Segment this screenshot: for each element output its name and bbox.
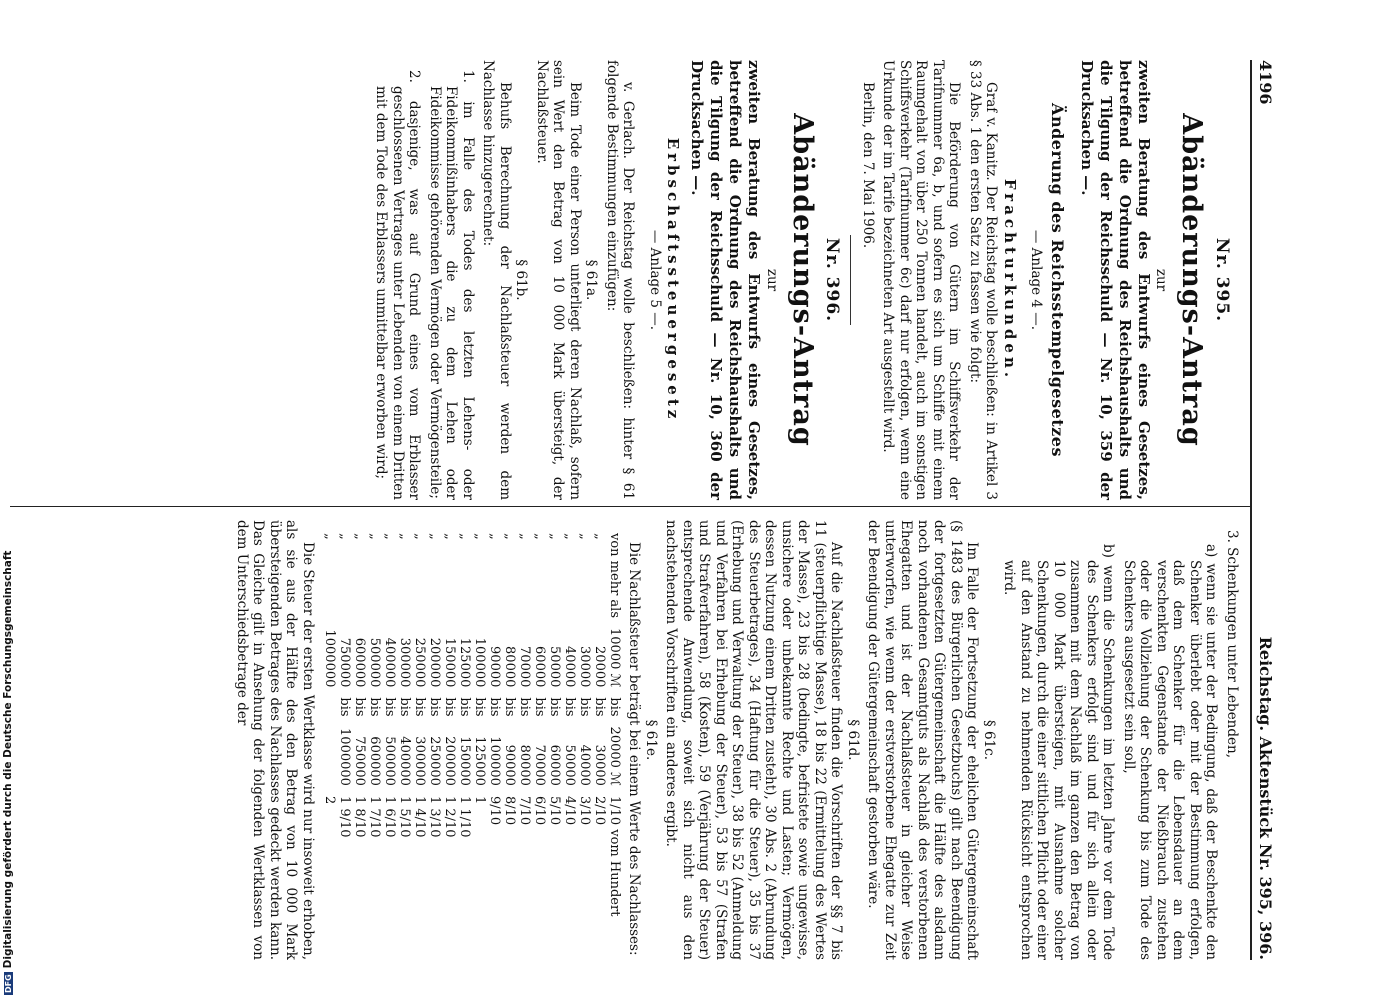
table-row xyxy=(517,528,532,921)
row-prefix: „ xyxy=(337,533,352,540)
row-rate: 1 8/10 xyxy=(352,795,367,838)
nr396-law: Erbschaftssteuergesetz xyxy=(664,137,683,423)
row-prefix: „ xyxy=(367,533,382,540)
row-rate: 5/10 xyxy=(547,795,562,826)
row-rate: 1 xyxy=(472,795,487,805)
table-row xyxy=(367,528,382,921)
table-row xyxy=(337,528,352,921)
row-rate: 1 9/10 xyxy=(337,795,352,838)
list-item: 1. im Falle des Todes des letzten Lehens- oder Fideikommißinhabers die zu dem Lehen oder Fideikommisse gehörenden Vermögen oder Vermögensteile; xyxy=(427,70,476,500)
table-row xyxy=(547,528,562,921)
column-divider xyxy=(10,506,1250,507)
nr396-anlage: — Anlage 5 —. xyxy=(647,229,663,331)
row-rate: 6/10 xyxy=(532,795,547,826)
row-rate: 1 4/10 xyxy=(412,795,427,838)
row-rate: 1 2/10 xyxy=(442,795,457,838)
row-prefix: „ xyxy=(502,533,517,540)
row-from: 750000 xyxy=(337,637,352,688)
row-bis: bis xyxy=(562,697,577,717)
row-to: 150000 xyxy=(457,736,472,786)
row-rate: 1 6/10 xyxy=(382,795,397,838)
row-rate: 2/10 xyxy=(592,795,607,826)
row-prefix: „ xyxy=(412,533,427,540)
row-to: 70000 xyxy=(532,744,547,786)
row-from: 90000 xyxy=(487,646,502,688)
row-prefix: von mehr als xyxy=(607,533,622,618)
table-row xyxy=(532,528,547,921)
nr395-subtitle: zweiten Beratung des Entwurfs eines Gesetzes, betreffend die Ordnung des Reichshaushalts und die Tilgung der Reichsschuld — Nr. 10, 359 der Drucksachen —. xyxy=(1078,60,1153,500)
row-rate: 7/10 xyxy=(517,795,532,826)
row-bis: bis xyxy=(352,697,367,717)
row-to: 200000 xyxy=(442,736,457,786)
row-from: 1000000 xyxy=(322,629,337,688)
row-from: 20000 xyxy=(592,646,607,688)
row-to: 30000 xyxy=(592,744,607,786)
p61d-text: Auf die Nachlaßsteuer finden die Vorschriften der §§ 7 bis 11 (steuerpflichtige Masse), 18 bis 22 (Ermittelung des Wertes der Masse), 23 bis 28 (bedingte, befristete sowie ungewisse, unsichere oder unbekannte Rechte und Lasten; Vermögen, dessen Nutzung einem Dritten zusteht), 30 Abs. 2 (Abrundung des Steuerbetrages), 34 (Haftung für die Steuer), 35 bis 37 (Erhebung und Verwaltung der Steuer), 38 bis 52 (Anmeldung und Verfahren bei Erhebung der Steuer), 53 bis 57 (Strafen und Strafverfahren), 58 (Kosten), 59 (Verjährung der Steuer) entsprechende Anwendung, soweit sich nicht aus den nachstehenden Vorschriften ein anderes ergibt. xyxy=(663,520,845,960)
row-rate: 2 xyxy=(322,795,337,805)
p61d-heading: § 61d. xyxy=(845,719,861,761)
row-to: 20000 ℳ xyxy=(607,726,622,786)
row-prefix: „ xyxy=(577,533,592,540)
row-bis xyxy=(322,692,337,721)
row-from: 50000 xyxy=(547,646,562,688)
row-prefix: „ xyxy=(562,533,577,540)
row-to: 400000 xyxy=(397,736,412,786)
row-rate: 1 7/10 xyxy=(367,795,382,838)
row-bis: bis xyxy=(607,697,622,717)
nr395-zur: zur xyxy=(1153,268,1170,292)
item3b: b) wenn die Schenkungen im letzten Jahre vor dem Tode des Schenkers erfolgt sind und für sich allein oder zusammen mit dem Nachlaß im ganzen den Betrag von 10 000 Mark übersteigen, mit Ausnahme solcher Schenkungen, durch die einer sittlichen Pflicht oder einer auf den Anstand zu nehmenden Rücksicht entsprochen wird. xyxy=(1001,544,1117,960)
table-row xyxy=(607,528,622,921)
row-prefix: „ xyxy=(397,533,412,540)
item3-block xyxy=(1224,520,1241,960)
table-row xyxy=(502,528,517,921)
right-column xyxy=(230,520,1241,960)
table-row xyxy=(352,528,367,921)
row-bis: bis xyxy=(472,697,487,717)
row-to: 60000 xyxy=(547,744,562,786)
row-from: 500000 xyxy=(367,637,382,688)
row-from: 300000 xyxy=(397,637,412,688)
row-rate: 8/10 xyxy=(502,795,517,826)
row-from: 250000 xyxy=(412,637,427,688)
page-header xyxy=(1253,60,1275,960)
p61e-heading: § 61e. xyxy=(643,719,659,761)
nr396-zur: zur xyxy=(764,268,780,292)
row-from: 10000 ℳ xyxy=(607,628,622,688)
row-bis: bis xyxy=(517,697,532,717)
row-rate: 1 3/10 xyxy=(427,795,442,838)
p61b-list xyxy=(373,60,476,500)
row-from: 600000 xyxy=(352,637,367,688)
row-to: 500000 xyxy=(382,736,397,786)
nr396-number: Nr. 396. xyxy=(822,237,843,323)
p61a-text: Beim Tode einer Person unterliegt deren Nachlaß, sofern sein Wert den Betrag von 10 000 Mark übersteigt, der Nachlaßsteuer. xyxy=(534,60,583,500)
nr395-section: Frachturkunden. xyxy=(1001,178,1019,382)
row-from: 400000 xyxy=(382,637,397,688)
row-to xyxy=(322,722,337,791)
row-to: 600000 xyxy=(367,736,382,786)
row-prefix: „ xyxy=(457,533,472,540)
row-from: 40000 xyxy=(562,646,577,688)
row-rate: 3/10 xyxy=(577,795,592,826)
row-from: 30000 xyxy=(577,646,592,688)
funding-credit-text: Digitalisierung gefördert durch die Deutsche Forschungsgemeinschaft xyxy=(2,550,14,969)
row-bis: bis xyxy=(592,697,607,717)
row-bis: bis xyxy=(487,697,502,717)
row-rate: 1 5/10 xyxy=(397,795,412,838)
row-bis: bis xyxy=(337,697,352,717)
row-rate: 1/10 vom Hundert xyxy=(607,795,622,917)
table-row xyxy=(577,528,592,921)
row-to: 90000 xyxy=(502,744,517,786)
nr395-law: Änderung des Reichsstempelgesetzes xyxy=(1048,103,1067,457)
row-to: 100000 xyxy=(487,736,502,786)
row-prefix: „ xyxy=(592,533,607,540)
row-prefix: „ xyxy=(532,533,547,540)
row-prefix: „ xyxy=(487,533,502,540)
row-from: 60000 xyxy=(532,646,547,688)
row-bis: bis xyxy=(577,697,592,717)
table-row xyxy=(427,528,442,921)
table-row xyxy=(382,528,397,921)
row-prefix: „ xyxy=(472,533,487,540)
p61c-heading: § 61c. xyxy=(981,719,997,761)
row-prefix: „ xyxy=(322,533,337,540)
nr395-number: Nr. 395. xyxy=(1212,237,1232,323)
left-column xyxy=(369,60,1240,500)
section-rule xyxy=(851,235,852,325)
table-row xyxy=(412,528,427,921)
p61b-heading: § 61b. xyxy=(513,259,530,301)
row-from: 125000 xyxy=(457,637,472,688)
row-prefix: „ xyxy=(427,533,442,540)
row-from: 80000 xyxy=(502,646,517,688)
nr395-text: Die Beförderung von Gütern im Schiffsverkehr der Tarifnummer 6a, b, und sofern es sich um Schiffe mit einem Raumgehalt von über 250 Tonnen handelt, auch im sonstigen Schiffsverkehr (Tarifnummer 6c) darf nur erfolgen, wenn eine Urkunde der im Tarife bezeichneten Art ausgestellt wird. xyxy=(880,60,963,500)
row-to: 250000 xyxy=(427,736,442,786)
row-to: 50000 xyxy=(562,744,577,786)
item3-sublist xyxy=(1001,520,1220,960)
nr396-subtitle: zweiten Beratung des Entwurfs eines Gesetzes, betreffend die Ordnung des Reichshaushalts und die Tilgung der Reichsschuld — Nr. 10, 360 der Drucksachen —. xyxy=(688,60,764,500)
item3: 3. Schenkungen unter Lebenden, xyxy=(1224,530,1240,758)
row-prefix: „ xyxy=(382,533,397,540)
nr396-intro: v. Gerlach. Der Reichstag wolle beschließen: hinter § 61 folgende Bestimmungen einzufügen: xyxy=(604,60,637,500)
nr395-title: Abänderungs-Antrag xyxy=(1176,113,1208,447)
p61e-text: Die Nachlaßsteuer beträgt bei einem Werte des Nachlasses: xyxy=(626,542,643,956)
header-rule xyxy=(1250,60,1252,960)
row-from: 150000 xyxy=(442,637,457,688)
row-to: 40000 xyxy=(577,744,592,786)
row-bis: bis xyxy=(532,697,547,717)
row-bis: bis xyxy=(412,697,427,717)
row-bis: bis xyxy=(547,697,562,717)
table-row xyxy=(442,528,457,921)
row-bis: bis xyxy=(502,697,517,717)
row-bis: bis xyxy=(427,697,442,717)
row-to: 80000 xyxy=(517,744,532,786)
final-text: Die Steuer der ersten Wertklasse wird nur insoweit erhoben, als sie aus der Hälfte des den Betrag von 10 000 Mark übersteigenden Betrages des Nachlasses gedeckt werden kann. Das Gleiche gilt in Ansehung der folgenden Wertklassen von dem Unterschiedsbetrage der xyxy=(234,520,316,960)
row-rate: 1 1/10 xyxy=(457,795,472,838)
p61c-text: Im Falle der Fortsetzung der ehelichen Gütergemeinschaft (§ 1483 des Bürgerlichen Gesetzbuchs) gilt nach Beendigung der fortgesetzten Gütergemeinschaft die Hälfte des alsdann noch vorhandenen Gesamtguts als Nachlaß des verstorbenen Ehegatten und ist der Nachlaßsteuer in gleicher Weise unterworfen, wie wenn der erstverstorbene Ehegatte zur Zeit der Beendigung der Gütergemeinschaft gestorben wäre. xyxy=(865,520,981,960)
row-bis: bis xyxy=(457,697,472,717)
row-from: 100000 xyxy=(472,637,487,688)
table-row xyxy=(592,528,607,921)
row-bis: bis xyxy=(442,697,457,717)
item3a: a) wenn sie unter der Bedingung, daß der Beschenkte den Schenker überlebt oder mit der Bestimmung erfolgen, daß dem Schenker für die Lebensdauer an dem verschenkten Gegenstande der Nießbrauch zustehen oder die Vollziehung der Schenkung bis zum Tode des Schenkers ausgesetzt sein soll, xyxy=(1121,544,1220,960)
nr396-title: Abänderungs-Antrag xyxy=(787,113,818,447)
row-to: 125000 xyxy=(472,736,487,786)
dfg-logo: DFG xyxy=(4,974,13,993)
tax-table xyxy=(322,528,622,921)
row-to: 750000 xyxy=(352,736,367,786)
table-row xyxy=(322,528,337,921)
nr395-intro: Graf v. Kanitz. Der Reichstag wolle beschließen: in Artikel 3 § 33 Abs. 1 den ersten Satz zu fassen wie folgt: xyxy=(967,60,1000,500)
row-rate: 4/10 xyxy=(562,795,577,826)
row-prefix: „ xyxy=(442,533,457,540)
nr395-date: Berlin, den 7. Mai 1906. xyxy=(860,82,876,249)
table-row xyxy=(487,528,502,921)
row-rate: 9/10 xyxy=(487,795,502,826)
row-prefix: „ xyxy=(352,533,367,540)
row-prefix: „ xyxy=(547,533,562,540)
row-to: 1000000 xyxy=(337,728,352,786)
row-bis: bis xyxy=(367,697,382,717)
row-bis: bis xyxy=(397,697,412,717)
table-row xyxy=(457,528,472,921)
row-from: 70000 xyxy=(517,646,532,688)
table-row xyxy=(472,528,487,921)
row-prefix: „ xyxy=(517,533,532,540)
row-from: 200000 xyxy=(427,637,442,688)
running-title: Reichstag. Aktenstück Nr. 395, 396. xyxy=(1256,636,1275,960)
row-bis: bis xyxy=(382,697,397,717)
list-item: 2. dasjenige, was auf Grund eines vom Erblasser geschlossenen Vertrages unter Lebenden von einem Dritten mit dem Tode des Erblassers unmittelbar erworben wird; xyxy=(373,70,423,500)
p61b-text: Behufs Berechnung der Nachlaßsteuer werden dem Nachlasse hinzugerechnet: xyxy=(480,60,513,500)
p61a-heading: § 61a. xyxy=(583,259,600,301)
row-to: 300000 xyxy=(412,736,427,786)
nr395-anlage: — Anlage 4 —. xyxy=(1028,229,1045,331)
page-number: 4196 xyxy=(1256,60,1275,105)
table-row xyxy=(397,528,412,921)
table-row xyxy=(562,528,577,921)
